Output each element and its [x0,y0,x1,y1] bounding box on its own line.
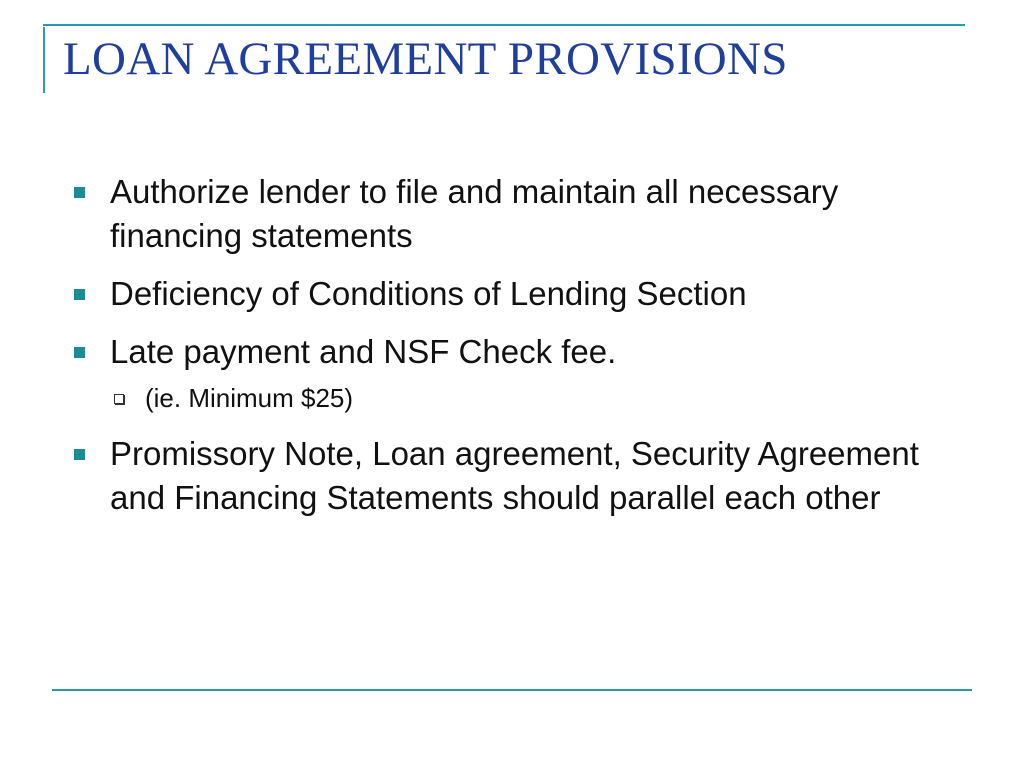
bullet-item [72,170,962,258]
bullet-item [72,272,962,316]
hollow-square-bullet-icon [114,394,124,404]
bullet-text: Promissory Note, Loan agreement, Security Agreement and Financing Statements should parallel each other [110,435,919,516]
square-bullet-icon [74,187,85,198]
bullet-text: Late payment and NSF Check fee. [110,333,617,370]
footer-rule [52,689,972,691]
title-left-rule [43,27,45,93]
bullet-item [72,432,962,520]
sub-bullet-text: (ie. Minimum $25) [145,383,354,413]
square-bullet-icon [74,449,85,460]
title-top-rule [43,24,965,26]
bullet-text: Deficiency of Conditions of Lending Section [110,275,747,312]
square-bullet-icon [74,347,85,358]
slide-body [72,170,962,534]
square-bullet-icon [74,289,85,300]
sub-bullet-item [72,380,962,416]
bullet-text: Authorize lender to file and maintain all necessary financing statements [110,173,839,254]
bullet-item [72,330,962,374]
slide-title: LOAN AGREEMENT PROVISIONS [63,33,788,85]
